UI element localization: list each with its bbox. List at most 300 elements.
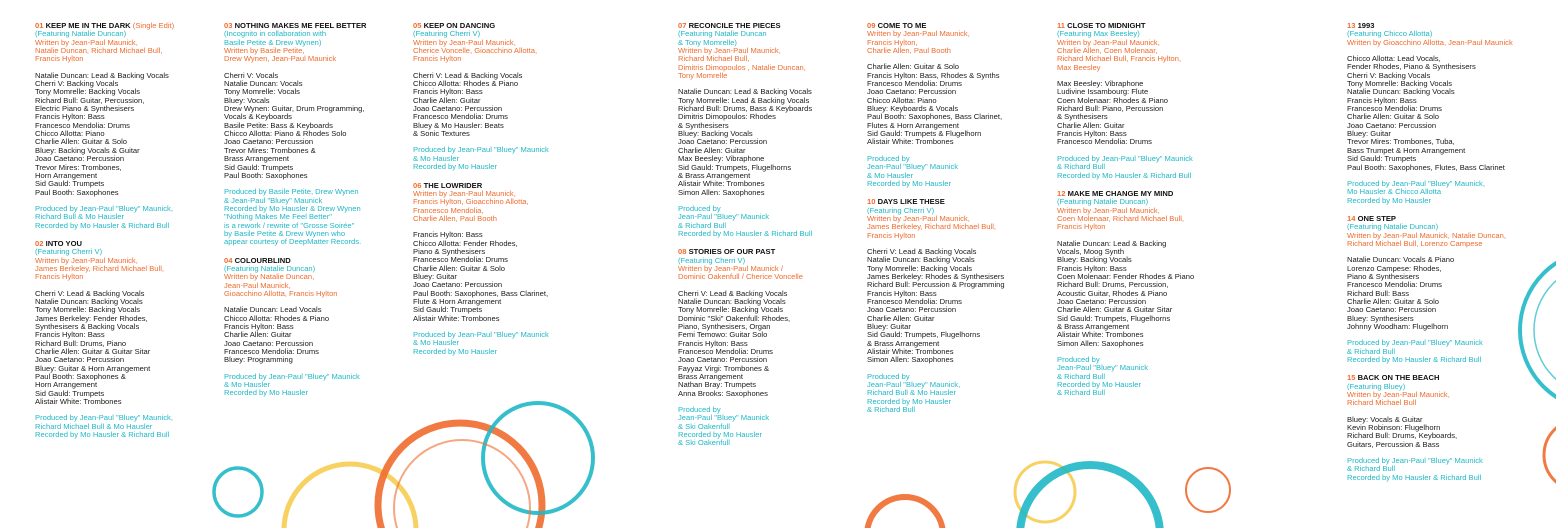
- personnel-line: Richard Bull: Drums, Keyboards,: [1347, 431, 1458, 441]
- personnel-line: Tony Momrelle: Lead & Backing Vocals: [678, 95, 810, 105]
- produced-line: & Jean-Paul "Bluey" Maunick: [224, 195, 323, 205]
- personnel-line: Natalie Duncan: Backing Vocals: [35, 296, 143, 306]
- produced-line: Produced by Jean-Paul "Bluey" Maunick: [224, 371, 360, 381]
- produced-line: Recorded by Mo Hausler & Richard Bull: [35, 430, 170, 440]
- track-block: [1347, 374, 1513, 482]
- personnel-line: Chicco Allotta: Piano: [35, 129, 105, 139]
- personnel-line: Tony Momrelle: Backing Vocals: [35, 87, 141, 97]
- personnel-line: Francis Hylton: Bass: [1347, 95, 1417, 105]
- featuring-line: (Featuring Chicco Allotta): [1347, 29, 1433, 39]
- featuring-line: (Featuring Cherri V): [867, 205, 935, 215]
- written-by-line: Francis Hylton, Gioacchino Allotta,: [413, 197, 529, 207]
- featuring-line: (Featuring Max Beesley): [1057, 29, 1140, 39]
- personnel-line: Francis Hylton: Bass: [678, 338, 748, 348]
- personnel-line: Dimitris Dimopoulos: Rhodes: [678, 112, 776, 122]
- track-block: [678, 22, 812, 238]
- produced-by-block: [678, 205, 812, 238]
- personnel-line: Sid Gauld: Trumpets: [35, 179, 105, 189]
- featuring-line: (Featuring Bluey): [1347, 381, 1406, 391]
- produced-line: & Mo Hausler: [224, 380, 271, 390]
- track-block: [1347, 215, 1513, 365]
- track-block: [413, 182, 549, 357]
- produced-line: Mo Hausler & Chicco Allotta: [1347, 187, 1442, 197]
- personnel-line: Electric Piano & Synthesisers: [35, 104, 135, 114]
- track-block: [867, 198, 1005, 414]
- personnel-line: Chicco Allotta: Rhodes & Piano: [413, 79, 519, 89]
- personnel-line: Trevor Mires: Trombones &: [224, 145, 316, 155]
- personnel-line: Joao Caetano: Percussion: [1347, 120, 1437, 130]
- track-number: 06: [413, 180, 422, 190]
- track-number: 10: [867, 197, 876, 207]
- written-by-line: Written by Jean-Paul Maunick,: [867, 213, 970, 223]
- produced-line: & Richard Bull: [867, 405, 916, 415]
- personnel-list: [678, 290, 812, 398]
- personnel-line: Chicco Allotta: Fender Rhodes,: [413, 238, 518, 248]
- written-by-line: Max Beesley: [1057, 62, 1101, 72]
- deco-circle-cyan-small: [214, 468, 262, 516]
- personnel-line: Acoustic Guitar, Rhodes & Piano: [1057, 288, 1168, 298]
- personnel-line: Tony Momrelle: Vocals: [224, 87, 300, 97]
- personnel-line: Flutes & Horn Arrangement: [867, 120, 960, 130]
- track-block: [224, 257, 367, 398]
- personnel-line: Bluey: Keyboards & Vocals: [867, 104, 959, 114]
- personnel-line: Natalie Duncan: Vocals & Piano: [1347, 255, 1455, 265]
- personnel-list: [224, 72, 367, 180]
- personnel-line: Sid Gauld: Trumpets: [1347, 154, 1417, 164]
- personnel-line: Francis Hylton: Bass: [1057, 263, 1127, 273]
- personnel-line: Charlie Allen: Guitar & Solo: [867, 62, 960, 72]
- personnel-line: Chicco Allotta: Piano & Rhodes Solo: [224, 129, 347, 139]
- personnel-line: Joao Caetano: Percussion: [224, 338, 314, 348]
- personnel-line: Vocals & Keyboards: [224, 112, 292, 122]
- personnel-line: Francesco Mendolia: Drums: [678, 347, 773, 357]
- track-title: MAKE ME CHANGE MY MIND: [1067, 188, 1174, 198]
- produced-by-block: [413, 331, 549, 356]
- produced-line: & Richard Bull: [678, 220, 727, 230]
- personnel-line: Bluey: Guitar: [867, 322, 911, 331]
- personnel-line: Sid Gauld: Trumpets, Flugelhorns: [867, 330, 981, 340]
- personnel-line: Joao Caetano: Percussion: [678, 355, 768, 365]
- written-by-line: James Berkeley, Richard Michael Bull,: [35, 263, 165, 273]
- written-by-line: James Berkeley, Richard Michael Bull,: [867, 222, 997, 232]
- produced-line: Jean-Paul "Bluey" Maunick,: [867, 380, 961, 390]
- produced-line: Jean-Paul "Bluey" Maunick: [867, 162, 959, 172]
- personnel-line: Francis Hylton: Bass: [413, 87, 483, 97]
- produced-line: & Richard Bull: [1057, 388, 1106, 398]
- produced-line: & Richard Bull: [1347, 464, 1396, 474]
- personnel-line: Tony Momrelle: Backing Vocals: [867, 263, 973, 273]
- produced-line: Recorded by Mo Hausler: [867, 396, 951, 406]
- produced-line: Produced by Jean-Paul "Bluey" Maunick,: [35, 413, 173, 423]
- track-number: 01: [35, 21, 44, 30]
- track-number: 02: [35, 238, 44, 248]
- personnel-line: Paul Booth: Saxophones &: [35, 372, 126, 382]
- track-number: 05: [413, 21, 422, 30]
- personnel-line: Flute & Horn Arrangement: [413, 296, 502, 306]
- credits-column: [867, 22, 1005, 424]
- track-number: 09: [867, 21, 876, 30]
- produced-line: & Mo Hausler: [413, 338, 460, 348]
- personnel-line: Natalie Duncan: Backing Vocals: [678, 296, 786, 306]
- featuring-line: & Tony Momrelle): [678, 37, 737, 47]
- produced-line: Richard Michael Bull & Mo Hausler: [35, 421, 153, 431]
- personnel-line: Cherri V: Backing Vocals: [1347, 70, 1431, 80]
- written-by-line: Richard Michael Bull, Francis Hylton,: [1057, 54, 1182, 64]
- produced-by-block: [867, 373, 1005, 415]
- produced-line: Produced by: [678, 203, 721, 213]
- personnel-line: Cherri V: Lead & Backing Vocals: [35, 288, 145, 298]
- personnel-line: Charlie Allen: Guitar & Solo: [1347, 296, 1440, 306]
- produced-line: Recorded by Mo Hausler: [413, 346, 497, 356]
- personnel-list: [1347, 55, 1513, 172]
- personnel-line: Richard Bull: Drums, Piano: [35, 338, 127, 348]
- personnel-line: & Brass Arrangement: [678, 170, 751, 180]
- track-credits-header: [1057, 198, 1194, 231]
- personnel-line: Francis Hylton: Bass, Rhodes & Synths: [867, 70, 1000, 80]
- produced-by-block: [1347, 180, 1513, 205]
- personnel-line: Nathan Bray: Trumpets: [678, 380, 757, 390]
- personnel-line: Bluey: Guitar: [1347, 129, 1391, 139]
- personnel-line: Francis Hylton: Bass: [224, 322, 294, 331]
- personnel-line: Trevor Mires: Trombones,: [35, 162, 122, 172]
- personnel-line: Joao Caetano: Percussion: [35, 154, 125, 164]
- personnel-line: Femi Temowo: Guitar Solo: [678, 330, 768, 340]
- personnel-line: Alistair White: Trombones: [867, 137, 954, 147]
- produced-line: Recorded by Mo Hausler: [867, 178, 951, 188]
- track-block: [1057, 190, 1194, 398]
- personnel-line: Joao Caetano: Percussion: [35, 355, 125, 365]
- personnel-line: Joao Caetano: Percussion: [413, 104, 503, 114]
- personnel-line: Fender Rhodes, Piano & Synthesisers: [1347, 62, 1476, 72]
- personnel-line: Bluey: Backing Vocals: [1057, 255, 1132, 265]
- produced-line: Jean-Paul "Bluey" Maunick: [678, 413, 770, 423]
- written-by-line: Written by Jean-Paul Maunick /: [678, 263, 783, 273]
- personnel-line: Alistair White: Trombones: [1057, 330, 1144, 340]
- personnel-line: Joao Caetano: Percussion: [413, 280, 503, 290]
- personnel-line: Synthesisers & Backing Vocals: [35, 322, 140, 331]
- personnel-line: Alistair White: Trombones: [413, 313, 500, 323]
- personnel-line: & Brass Arrangement: [867, 338, 940, 348]
- personnel-list: [678, 88, 812, 196]
- written-by-line: Written by Jean-Paul Maunick,: [1057, 205, 1160, 215]
- personnel-line: Chicco Allotta: Rhodes & Piano: [224, 313, 330, 323]
- personnel-line: Cherri V: Backing Vocals: [35, 79, 119, 89]
- personnel-line: Max Beesley: Vibraphone: [1057, 79, 1144, 89]
- track-block: [678, 248, 812, 448]
- produced-by-block: [35, 205, 174, 230]
- personnel-line: Charlie Allen: Guitar: [678, 145, 746, 155]
- personnel-line: Joao Caetano: Percussion: [678, 137, 768, 147]
- produced-by-block: [224, 373, 367, 398]
- personnel-list: [35, 72, 174, 197]
- personnel-line: Coen Molenaar: Rhodes & Piano: [1057, 95, 1169, 105]
- personnel-line: & Synthesisers: [678, 120, 729, 130]
- personnel-line: Charlie Allen: Guitar: [867, 313, 935, 323]
- personnel-line: Paul Booth: Saxophones, Flutes, Bass Clarinet: [1347, 162, 1505, 172]
- personnel-line: Bluey: Backing Vocals: [678, 129, 753, 139]
- track-title: RECONCILE THE PIECES: [688, 21, 781, 30]
- written-by-line: Francis Hylton: [35, 272, 84, 282]
- personnel-line: Alistair White: Trombones: [678, 179, 765, 189]
- personnel-line: Paul Booth: Saxophones, Bass Clarinet,: [413, 288, 549, 298]
- produced-line: Recorded by Mo Hausler & Richard Bull: [1347, 472, 1482, 482]
- personnel-line: & Brass Arrangement: [1057, 322, 1130, 331]
- track-credits-header: [35, 30, 174, 63]
- personnel-line: & Sonic Textures: [413, 129, 470, 139]
- personnel-line: Francesco Mendolia: Drums: [35, 120, 130, 130]
- personnel-line: Charlie Allen: Guitar: [224, 330, 292, 340]
- personnel-line: Lorenzo Campese: Rhodes,: [1347, 263, 1442, 273]
- written-by-line: Francis Hylton: [1057, 222, 1106, 232]
- personnel-line: Natalie Duncan: Backing Vocals: [1347, 87, 1455, 97]
- personnel-line: Paul Booth: Saxophones, Bass Clarinet,: [867, 112, 1003, 122]
- track-block: [1347, 22, 1513, 205]
- written-by-line: Francis Hylton: [35, 54, 84, 64]
- track-number: 15: [1347, 373, 1356, 383]
- personnel-line: Richard Bull: Piano, Percussion: [1057, 104, 1164, 114]
- credits-column: [1347, 22, 1513, 492]
- produced-line: & Mo Hausler: [413, 153, 460, 163]
- featuring-line: Basile Petite & Drew Wynen): [224, 37, 322, 47]
- personnel-line: Richard Bull: Drums, Percussion,: [1057, 280, 1169, 290]
- personnel-line: Francis Hylton: Bass: [413, 230, 483, 240]
- produced-line: appear courtesy of DeepMatter Records.: [224, 237, 362, 247]
- personnel-line: Charlie Allen: Guitar & Guitar Sitar: [1057, 305, 1173, 315]
- produced-line: Produced by: [1057, 355, 1100, 365]
- written-by-line: Richard Michael Bull, Lorenzo Campese: [1347, 238, 1483, 248]
- personnel-line: Francesco Mendolia: Drums: [1347, 104, 1442, 114]
- produced-line: Recorded by Mo Hausler & Richard Bull: [35, 220, 170, 230]
- personnel-line: Sid Gauld: Trumpets & Flugelhorn: [867, 129, 982, 139]
- personnel-line: Charlie Allen: Guitar: [1057, 120, 1125, 130]
- personnel-line: James Berkeley: Fender Rhodes,: [35, 313, 148, 323]
- track-title: ONE STEP: [1357, 213, 1396, 223]
- track-credits-header: [35, 248, 174, 281]
- personnel-line: Natalie Duncan: Vocals: [224, 79, 303, 89]
- personnel-line: Guitars, Percussion & Bass: [1347, 439, 1440, 449]
- track-title: STORIES OF OUR PAST: [688, 247, 776, 257]
- track-credits-header: [413, 190, 549, 223]
- personnel-line: Cherri V: Lead & Backing Vocals: [678, 288, 788, 298]
- written-by-line: Drew Wynen, Jean-Paul Maunick: [224, 54, 337, 64]
- personnel-line: Trevor Mires: Trombones, Tuba,: [1347, 137, 1455, 147]
- personnel-line: Alistair White: Trombones: [35, 397, 122, 407]
- track-credits-header: [224, 30, 367, 63]
- featuring-line: (Featuring Cherri V): [35, 247, 103, 257]
- written-by-line: Francis Hylton,: [867, 37, 918, 47]
- personnel-line: Joao Caetano: Percussion: [867, 87, 957, 97]
- written-by-line: Written by Jean-Paul Maunick,: [413, 188, 516, 198]
- featuring-line: (Featuring Natalie Duncan): [1347, 222, 1439, 232]
- personnel-line: Paul Booth: Saxophones: [35, 187, 119, 197]
- track-credits-header: [413, 30, 549, 63]
- written-by-line: Written by Jean-Paul Maunick,: [35, 37, 138, 47]
- personnel-line: Sid Gauld: Trumpets, Flugelhorns: [1057, 313, 1171, 323]
- written-by-line: Natalie Duncan, Richard Michael Bull,: [35, 46, 163, 56]
- personnel-line: Charlie Allen: Guitar & Guitar Sitar: [35, 347, 151, 357]
- personnel-list: [35, 290, 174, 407]
- personnel-line: Fayyaz Virgi: Trombones &: [678, 363, 770, 373]
- credits-column: [1057, 22, 1194, 408]
- produced-line: Produced by Jean-Paul "Bluey" Maunick: [413, 330, 549, 339]
- featuring-line: (Featuring Natalie Duncan): [1057, 197, 1149, 207]
- personnel-line: Alistair White: Trombones: [867, 347, 954, 357]
- written-by-line: Written by Jean-Paul Maunick,: [1347, 390, 1450, 400]
- personnel-line: Bluey: Programming: [224, 355, 293, 365]
- personnel-line: Piano & Synthesisers: [1347, 271, 1420, 281]
- deco-circle-cyan-edge: [1520, 250, 1556, 410]
- produced-by-block: [1347, 457, 1513, 482]
- personnel-line: Richard Bull: Percussion & Programming: [867, 280, 1005, 290]
- personnel-line: Francesco Mendolia: Drums: [224, 347, 319, 357]
- track-block: [224, 22, 367, 247]
- personnel-line: Vocals, Moog Synth: [1057, 246, 1125, 256]
- written-by-line: Written by Jean-Paul Maunick,: [867, 29, 970, 39]
- written-by-line: Written by Jean-Paul Maunick,: [413, 37, 516, 47]
- featuring-line: (Featuring Cherri V): [678, 255, 746, 265]
- produced-line: by Basile Petite & Drew Wynen who: [224, 228, 346, 238]
- deco-circle-orange-edge: [1544, 419, 1556, 491]
- written-by-line: Charlie Allen, Paul Booth: [867, 46, 952, 56]
- track-number: 07: [678, 21, 687, 30]
- personnel-line: Charlie Allen: Guitar: [413, 95, 481, 105]
- personnel-line: Natalie Duncan: Lead & Backing: [1057, 238, 1167, 248]
- written-by-line: Cherice Voncelle, Gioacchino Allotta,: [413, 46, 538, 56]
- credits-column: [224, 22, 367, 408]
- personnel-line: Cherri V: Vocals: [224, 70, 279, 80]
- produced-by-block: [1057, 356, 1194, 398]
- personnel-line: Tony Momrelle: Backing Vocals: [35, 305, 141, 315]
- track-title: CLOSE TO MIDNIGHT: [1067, 21, 1146, 30]
- personnel-list: [413, 231, 549, 323]
- produced-line: Produced by Jean-Paul "Bluey" Maunick: [1057, 153, 1193, 163]
- personnel-line: Sid Gauld: Trumpets, Flugelhorns: [678, 162, 792, 172]
- personnel-line: Brass Arrangement: [678, 372, 743, 382]
- personnel-line: Anna Brooks: Saxophones: [678, 388, 768, 398]
- personnel-line: Francesco Mendolia: Drums: [413, 112, 508, 122]
- personnel-list: [1347, 416, 1513, 449]
- written-by-line: Richard Michael Bull,: [678, 54, 750, 64]
- written-by-line: Written by Jean-Paul Maunick,: [35, 255, 138, 265]
- produced-line: Jean-Paul "Bluey" Maunick: [678, 212, 770, 222]
- track-number: 03: [224, 21, 233, 30]
- personnel-line: Joao Caetano: Percussion: [1347, 305, 1437, 315]
- track-number: 13: [1347, 21, 1356, 30]
- personnel-line: Sid Gauld: Trumpets: [224, 162, 294, 172]
- written-by-line: Written by Jean-Paul Maunick,: [1057, 37, 1160, 47]
- personnel-line: Ludivine Issambourg: Flute: [1057, 87, 1149, 97]
- produced-by-block: [867, 155, 1005, 188]
- personnel-line: Francesco Mendolia: Drums: [413, 255, 508, 265]
- produced-line: Recorded by Mo Hausler: [413, 162, 497, 172]
- produced-line: Produced by Jean-Paul "Bluey" Maunick: [413, 145, 549, 155]
- personnel-list: [1057, 80, 1194, 147]
- produced-line: Recorded by Mo Hausler & Richard Bull: [1057, 170, 1192, 180]
- personnel-line: Joao Caetano: Percussion: [224, 137, 314, 147]
- personnel-line: Natalie Duncan: Lead & Backing Vocals: [35, 70, 169, 80]
- track-title: NOTHING MAKES ME FEEL BETTER: [234, 21, 367, 30]
- produced-line: Richard Bull & Mo Hausler: [867, 388, 957, 398]
- personnel-line: Bass Trumpet & Horn Arrangement: [1347, 145, 1466, 155]
- deco-circle-yellow: [284, 464, 416, 528]
- personnel-line: Brass Arrangement: [224, 154, 289, 164]
- personnel-line: Francesco Mendolia: Drums: [1057, 137, 1152, 147]
- personnel-line: Joao Caetano: Percussion: [867, 305, 957, 315]
- featuring-line: (Featuring Natalie Duncan: [678, 29, 767, 39]
- written-by-line: Richard Michael Bull: [1347, 398, 1417, 408]
- personnel-line: Francis Hylton: Bass: [867, 288, 937, 298]
- personnel-line: Francesco Mendolia: Drums: [1347, 280, 1442, 290]
- personnel-line: Natalie Duncan: Backing Vocals: [867, 255, 975, 265]
- personnel-list: [1057, 240, 1194, 348]
- track-credits-header: [1347, 223, 1513, 248]
- personnel-line: Richard Bull: Drums, Bass & Keyboards: [678, 104, 813, 114]
- personnel-line: Bluey: Vocals: [224, 95, 270, 105]
- personnel-line: Francis Hylton: Bass: [35, 112, 105, 122]
- track-title-extra: (Single Edit): [132, 21, 175, 30]
- personnel-line: Charlie Allen: Guitar & Solo: [35, 137, 128, 147]
- personnel-line: Natalie Duncan: Lead Vocals: [224, 305, 322, 315]
- track-block: [1057, 22, 1194, 180]
- written-by-line: Dimitris Dimopoulos , Natalie Duncan,: [678, 62, 806, 72]
- produced-line: Recorded by Mo Hausler & Richard Bull: [678, 228, 813, 238]
- personnel-line: Francis Hylton: Bass: [35, 330, 105, 340]
- track-number: 04: [224, 255, 233, 265]
- personnel-line: Simon Allen: Saxophones: [867, 355, 954, 365]
- featuring-line: (Featuring Cherri V): [413, 29, 481, 39]
- personnel-line: Bluey & Mo Hausler: Beats: [413, 120, 504, 130]
- produced-line: Produced by: [867, 153, 910, 163]
- track-credits-header: [224, 265, 367, 298]
- written-by-line: Francesco Mendolia,: [413, 205, 484, 215]
- personnel-line: Bluey: Backing Vocals & Guitar: [35, 145, 140, 155]
- track-number: 12: [1057, 188, 1066, 198]
- written-by-line: Charlie Allen, Coen Molenaar,: [1057, 46, 1158, 56]
- track-credits-header: [1347, 383, 1513, 408]
- produced-line: Richard Bull & Mo Hausler: [35, 212, 125, 222]
- track-block: [35, 240, 174, 440]
- credits-column: [35, 22, 174, 449]
- produced-line: & Richard Bull: [1057, 371, 1106, 381]
- written-by-line: Gioacchino Allotta, Francis Hylton: [224, 288, 338, 298]
- produced-line: Produced by Jean-Paul "Bluey" Maunick,: [1347, 178, 1485, 188]
- personnel-line: Natalie Duncan: Lead & Backing Vocals: [678, 87, 812, 97]
- track-title: COME TO ME: [877, 21, 927, 30]
- written-by-line: Written by Jean-Paul Maunick,: [678, 46, 781, 56]
- produced-line: Produced by Jean-Paul "Bluey" Maunick: [1347, 338, 1483, 348]
- written-by-line: Written by Basile Petite,: [224, 46, 305, 56]
- written-by-line: Coen Molenaar, Richard Michael Bull,: [1057, 213, 1185, 223]
- personnel-line: Francesco Mendolia: Drums: [867, 296, 962, 306]
- personnel-line: Horn Arrangement: [35, 170, 98, 180]
- written-by-line: Francis Hylton: [867, 230, 916, 240]
- personnel-line: Chicco Allotta: Lead Vocals,: [1347, 54, 1441, 64]
- written-by-line: Written by Natalie Duncan,: [224, 272, 315, 282]
- track-block: [867, 22, 1005, 188]
- personnel-line: Kevin Robinson: Flugelhorn: [1347, 423, 1441, 433]
- produced-line: & Richard Bull: [1057, 162, 1106, 172]
- produced-line: Recorded by Mo Hausler: [1347, 195, 1431, 205]
- produced-line: Produced by Jean-Paul "Bluey" Maunick,: [35, 203, 173, 213]
- track-title: BACK ON THE BEACH: [1357, 373, 1440, 383]
- personnel-list: [867, 248, 1005, 365]
- personnel-line: Bluey: Guitar & Horn Arrangement: [35, 363, 151, 373]
- track-title: THE LOWRIDER: [423, 180, 483, 190]
- personnel-line: Charlie Allen: Guitar & Solo: [1347, 112, 1440, 122]
- written-by-line: Written by Jean-Paul Maunick, Natalie Duncan,: [1347, 230, 1506, 240]
- personnel-line: Sid Gauld: Trumpets: [413, 305, 483, 315]
- personnel-line: Piano & Synthesisers: [413, 246, 486, 256]
